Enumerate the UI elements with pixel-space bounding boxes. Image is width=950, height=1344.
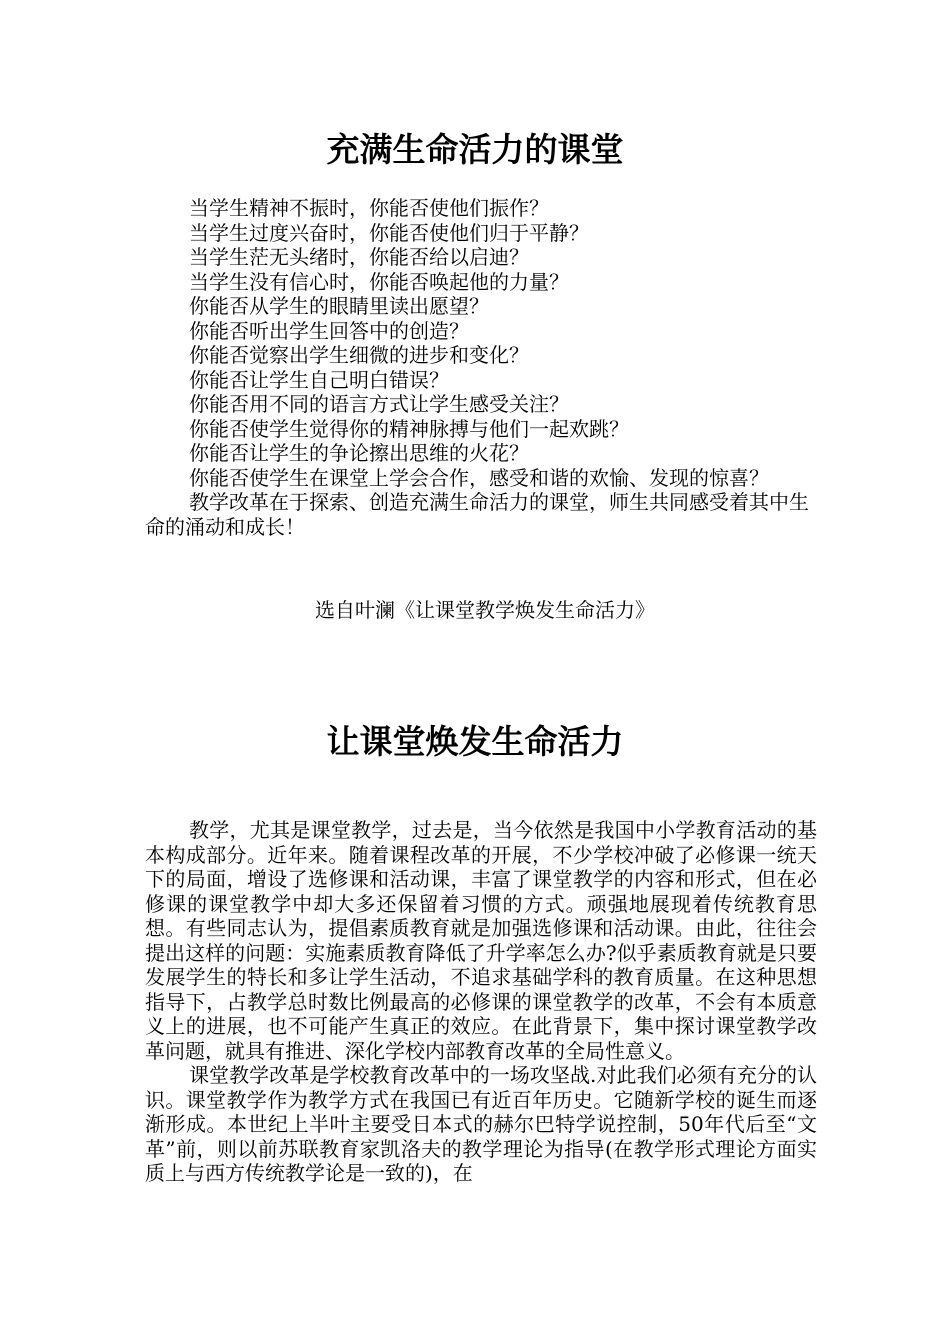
poem-line: 当学生精神不振时，你能否使他们振作？ — [189, 196, 549, 220]
poem-line: 你能否用不同的语言方式让学生感受关注？ — [189, 392, 569, 416]
section-title-vibrant-classroom: 充满生命活力的课堂 — [326, 130, 624, 169]
poem-line: 当学生过度兴奋时，你能否使他们归于平静？ — [189, 220, 589, 245]
poem-closing-paragraph: 教学改革在于探索、创造充满生命活力的课堂，师生共同感受着其中生命的涌动和成长！ — [145, 490, 809, 539]
poem-line: 你能否使学生觉得你的精神脉搏与他们一起欢跳？ — [189, 416, 629, 441]
section-title-revitalize-classroom: 让课堂焕发生命活力 — [326, 722, 624, 761]
poem-line: 你能否觉察出学生细微的进步和变化？ — [189, 343, 529, 367]
poem-line: 你能否使学生在课堂上学会合作，感受和谐的欢愉、发现的惊喜？ — [189, 465, 769, 490]
poem-line: 你能否让学生自己明白错误？ — [189, 367, 449, 392]
article-paragraph: 课堂教学改革是学校教育改革中的一场攻坚战.对此我们必须有充分的认识。课堂教学作为教学方式在我国已有近百年历史。它随新学校的诞生而逐渐形成。本世纪上半叶主要受日本式的赫尔巴特学说控制，50年代后至“文革”前，则以前苏联教育家凯洛夫的教学理论为指导(在教学形式理论方面实质上与西方传统教学论是一致的)，在 — [145, 1063, 817, 1185]
poem-line: 你能否从学生的眼睛里读出愿望？ — [189, 294, 489, 318]
poem-line: 你能否听出学生回答中的创造？ — [189, 318, 469, 343]
poem-line: 你能否让学生的争论擦出思维的火花？ — [189, 441, 529, 465]
poem-line: 当学生茫无头绪时，你能否给以启迪？ — [189, 245, 529, 269]
article-body — [145, 818, 817, 1186]
poem-block — [145, 196, 835, 539]
article-paragraph: 教学，尤其是课堂教学，过去是，当今依然是我国中小学教育活动的基本构成部分。近年来。随着课程改革的开展，不少学校冲破了必修课一统天下的局面，增设了选修课和活动课，丰富了课堂教学的内容和形式，但在必修课的课堂教学中却大多还保留着习惯的方式。顽强地展现着传统教育思想。有些同志认为，提倡素质教育就是加强选修课和活动课。由此，往往会提出这样的问题：实施素质教育降低了升学率怎么办?似乎素质教育就是只要发展学生的特长和多让学生活动，不追求基础学科的教育质量。在这种思想指导下，占教学总时数比例最高的必修课的课堂教学的改革，不会有本质意义上的进展，也不可能产生真正的效应。在此背景下，集中探讨课堂教学改革问题，就具有推进、深化学校内部教育改革的全局性意义。 — [145, 818, 817, 1063]
source-citation: 选自叶澜《让课堂教学焕发生命活力》 — [315, 598, 655, 622]
poem-line: 当学生没有信心时，你能否唤起他的力量？ — [189, 269, 569, 294]
